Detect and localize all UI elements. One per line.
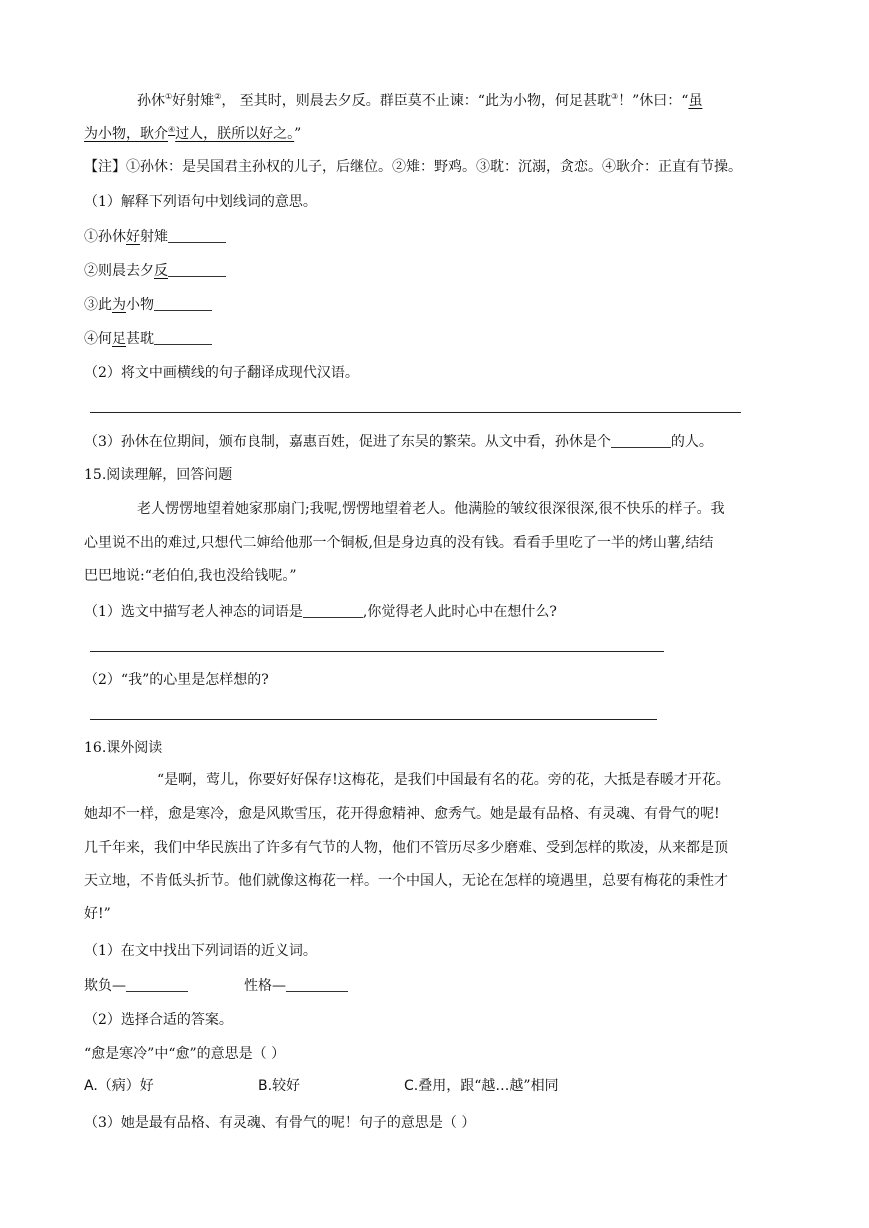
passage-line: 心里说不出的难过,只想代二婶给他那一个铜板,但是身边真的没有钱。看看手里吃了一半的烤山薯,结结 <box>84 535 714 551</box>
answer-line[interactable] <box>90 719 657 720</box>
option-label: B. <box>258 1078 273 1094</box>
passage-line: 老人愣愣地望着她家那扇门;我呢,愣愣地望着老人。他满脸的皱纹很深很深,很不快乐的样子。我 <box>137 501 725 517</box>
passage-line: 几千年来，我们中华民族出了许多有气节的人物，他们不管历尽多少磨难、受到怎样的欺凌，从来都是顶 <box>84 840 728 856</box>
answer-blank[interactable] <box>286 977 348 992</box>
question-1-prompt: （1）在文中找出下列词语的近义词。 <box>84 943 317 959</box>
option-b[interactable]: B.较好 <box>258 1078 301 1094</box>
answer-blank[interactable] <box>611 433 671 448</box>
question-2-prompt: （2）“我”的心里是怎样想的? <box>84 672 269 688</box>
word-item-3: ③此为小物 <box>84 295 212 315</box>
word-item-1: ①孙休好射雉 <box>84 227 226 247</box>
question-3-prompt: （3）孙休在位期间，颁布良制，嘉惠百姓，促进了东吴的繁荣。从文中看，孙休是个 的人。 <box>84 434 713 450</box>
answer-blank[interactable] <box>168 228 226 243</box>
underlined-sentence: 过人，朕所以好之。 <box>175 126 295 142</box>
synonym-item-1: 欺负— <box>84 976 188 996</box>
passage-line: 孙休①好射雉②， 至其时，则晨去夕反。群臣莫不止谏：“此为小物，何足甚耽③！”休曰：“虽 <box>137 92 703 109</box>
underlined-word: 为 <box>112 297 126 313</box>
answer-blank[interactable] <box>168 262 226 277</box>
annotation-note: 【注】①孙休：是吴国君主孙权的儿子，后继位。②雉：野鸡。③耽：沉溺，贪恋。④耿介：正直有节操。 <box>84 159 742 175</box>
synonym-item-2: 性格— <box>244 976 348 996</box>
answer-blank[interactable] <box>154 296 212 311</box>
question-1-prompt: （1）解释下列语句中划线词的意思。 <box>84 194 317 210</box>
answer-line[interactable] <box>90 412 741 413</box>
option-a[interactable]: A.（病）好 <box>84 1078 154 1094</box>
question-2-prompt: （2）选择合适的答案。 <box>84 1012 233 1028</box>
passage-line: 天立地，不肯低头折节。他们就像这梅花一样。一个中国人，无论在怎样的境遇里，总要有梅花的秉性才 <box>84 873 728 889</box>
underlined-word: 好 <box>126 229 140 245</box>
footnote-marker: ② <box>214 92 222 101</box>
passage-line: 她却不一样，愈是寒冷，愈是风欺雪压，花开得愈精神、愈秀气。她是最有品格、有灵魂、有骨气的呢! <box>84 806 720 822</box>
footnote-marker: ③ <box>610 92 619 101</box>
section-title: 15.阅读理解，回答问题 <box>84 467 233 483</box>
passage-line: 为小物，耿介④过人，朕所以好之。” <box>84 125 302 142</box>
passage-line: 好!” <box>84 906 111 922</box>
section-title: 16.课外阅读 <box>84 740 163 756</box>
answer-line[interactable] <box>90 651 664 652</box>
word-item-2: ②则晨去夕反 <box>84 261 226 281</box>
underlined-word: 足 <box>112 331 126 347</box>
answer-blank[interactable] <box>303 603 363 618</box>
footnote-marker: ④ <box>168 125 176 134</box>
question-2-prompt: （2）将文中画横线的句子翻译成现代汉语。 <box>84 365 359 381</box>
answer-blank[interactable] <box>154 330 212 345</box>
option-c[interactable]: C.叠用，跟“越…越”相同 <box>404 1078 559 1094</box>
underlined-sentence: 虽 <box>688 93 703 109</box>
question-1-prompt: （1）选文中描写老人神态的词语是 ,你觉得老人此时心中在想什么? <box>84 604 557 620</box>
passage-line: “是啊，莺儿，你要好好保存!这梅花，是我们中国最有名的花。旁的花，大抵是春暖才开花。 <box>157 772 730 788</box>
underlined-sentence: 为小物，耿介 <box>84 126 168 142</box>
underlined-word: 反 <box>154 263 168 279</box>
footnote-marker: ① <box>165 92 173 101</box>
question-3-prompt: （3）她是最有品格、有灵魂、有骨气的呢！句子的意思是（ ） <box>84 1115 476 1131</box>
passage-line: 巴巴地说:“老伯伯,我也没给钱呢。” <box>84 568 297 584</box>
question-2-sub: “愈是寒冷”中“愈”的意思是（ ） <box>84 1046 286 1062</box>
option-label: A. <box>84 1078 98 1094</box>
option-label: C. <box>404 1078 419 1094</box>
word-item-4: ④何足甚耽 <box>84 329 212 349</box>
answer-blank[interactable] <box>126 977 188 992</box>
